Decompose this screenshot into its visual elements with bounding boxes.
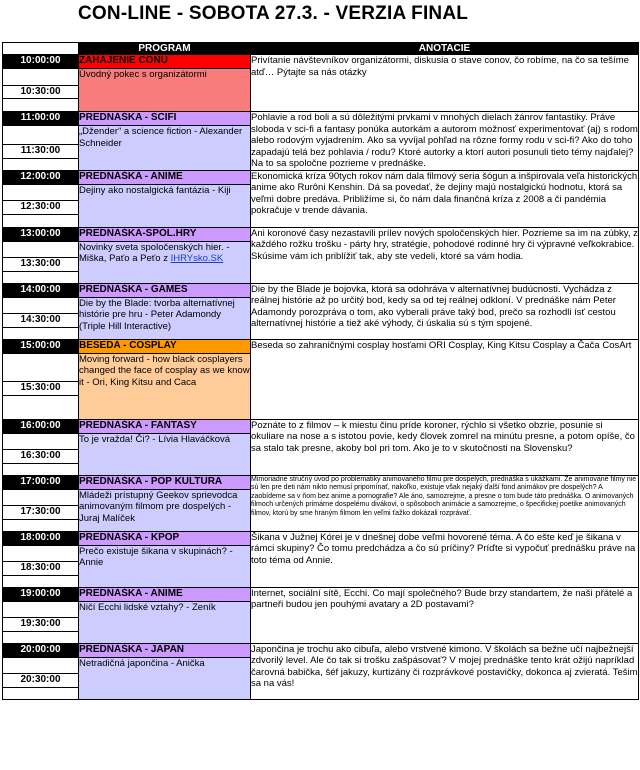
program-type: PREDNÁŠKA - JAPAN — [79, 643, 251, 657]
start-time: 11:00:00 — [3, 112, 79, 126]
end-time: 16:30:00 — [3, 450, 79, 464]
time-gap — [3, 214, 79, 227]
time-gap — [3, 271, 79, 283]
annotation-text: Ekonomická kríza 90tych rokov nám dala filmový seria šógun a inšpirovala veľa historických anime ako Rurôni Kenshin. Dá sa povedať, že dejiny majú nostalgickú hodnotu, ktorá sa veľmi dobre predáva. Približíme si, čo nám dala finančná kríza z 2008 a či pandémia pokračuje v trende dávania. — [251, 170, 639, 227]
time-gap — [3, 297, 79, 314]
end-time: 14:30:00 — [3, 314, 79, 328]
program-description — [79, 297, 251, 339]
time-gap — [3, 395, 79, 419]
end-time: 20:30:00 — [3, 674, 79, 688]
program-text: Die by the Blade: tvorba alternatívnej histórie pre hru - Peter Adamondy (Triple Hill Interactive) — [79, 297, 235, 332]
time-gap — [3, 184, 79, 201]
program-text: Netradičná japončina - Anička — [79, 657, 205, 669]
start-time: 19:00:00 — [3, 587, 79, 601]
time-gap — [3, 463, 79, 475]
end-time: 15:30:00 — [3, 382, 79, 395]
end-time: 10:30:00 — [3, 85, 79, 99]
program-type: PREDNÁŠKA - POP KULTURA — [79, 475, 251, 489]
time-gap — [3, 657, 79, 674]
program-description — [79, 545, 251, 587]
start-time: 13:00:00 — [3, 227, 79, 241]
end-time: 13:30:00 — [3, 258, 79, 272]
time-gap — [3, 519, 79, 531]
header-blank — [3, 43, 79, 55]
annotation-text: Poznáte to z filmov – k miestu činu príde koroner, rýchlo si všetko obzrie, posunie si okuliare na nose a s istotou povie, kedy človek zomrel na minútu presne, a potom opíše, čo sa stalo tak presne, akoby bol pri tom. Ako je to v skutočnosti na Slovensku? — [251, 419, 639, 475]
time-gap — [3, 601, 79, 618]
program-text: Dejiny ako nostalgická fantázia - Kiji — [79, 184, 231, 196]
time-gap — [3, 687, 79, 699]
time-gap — [3, 631, 79, 643]
program-type: PREDNÁŠKA - SCIFI — [79, 112, 251, 126]
program-description — [79, 433, 251, 475]
program-description — [79, 601, 251, 643]
time-gap — [3, 353, 79, 382]
schedule-slot — [3, 170, 639, 184]
program-description — [79, 69, 251, 112]
program-text: „Džender“ a science fiction - Alexander Schneider — [79, 126, 243, 149]
annotation-text: Japončina je trochu ako cibuľa, alebo vrstvené kimono. V školách sa bežne učí najbežnejší zdvorilý level. Ale čo tak si trošku zašpásovať? V mojej prednáške tento krát ožijú napríklad čarovná babička, šéf jakuzy, kurtizány či rozprávkové postavičky, dokonca aj zvieratá. Tešim sa na vás! — [251, 643, 639, 699]
end-time: 12:30:00 — [3, 201, 79, 215]
annotation-text: Šikana v Južnej Kórei je v dnešnej dobe veľmi hovorené téma. A čo ešte keď je šikana v rámci skupiny? Čo tomu predchádza a čo sú príčiny? Príďte si vypočuť prednášku práve na toto téma od Annie. — [251, 531, 639, 587]
program-text: Novinky sveta spoločenských hier. - Miška, Paťo a Peťo z — [79, 241, 230, 264]
program-description — [79, 241, 251, 283]
time-gap — [3, 69, 79, 86]
program-type: PREDNÁŠKA-SPOL.HRY — [79, 227, 251, 241]
end-time: 19:30:00 — [3, 618, 79, 632]
start-time: 16:00:00 — [3, 419, 79, 433]
program-description — [79, 184, 251, 227]
program-type: PREDNÁŠKA - ANIME — [79, 170, 251, 184]
program-description — [79, 353, 251, 419]
schedule-slot — [3, 531, 639, 545]
schedule-slot — [3, 112, 639, 126]
end-time: 11:30:00 — [3, 145, 79, 159]
annotation-text: Privítanie návštevníkov organizátormi, diskusia o stave conov, čo robíme, na čo sa tešíme atď… Pýtajte sa nás otázky — [251, 55, 639, 112]
start-time: 15:00:00 — [3, 339, 79, 353]
program-type: PREDNÁŠKA - FANTASY — [79, 419, 251, 433]
schedule-slot — [3, 643, 639, 657]
schedule-slot — [3, 227, 639, 241]
annotation-header: ANOTACIE — [251, 43, 639, 55]
time-gap — [3, 545, 79, 562]
program-text: To je vražda! Či? - Lívia Hlaváčková — [79, 433, 231, 445]
time-gap — [3, 327, 79, 339]
start-time: 14:00:00 — [3, 283, 79, 297]
start-time: 17:00:00 — [3, 475, 79, 489]
program-text: Úvodný pokec s organizátormi — [79, 69, 207, 80]
annotation-text: Die by the Blade je bojovka, ktorá sa odohráva v alternatívnej budúcnosti. Vychádza z reálnej histórie až po určitý bod, kedy sa od tej reálnej odkloní. V prednáške nám Peter Adamondy porozpráva o tom, ako vyberali práve taký bod, prečo sa rozhodli ísť cestou alternatívnej histórie a tiež aké výhody, či úskalia sú s tým spojené. — [251, 283, 639, 339]
program-text: Mládeži prístupný Geekov sprievodca animovaným filmom pre dospelých - Juraj Malíček — [79, 489, 238, 524]
schedule-slot — [3, 339, 639, 353]
start-time: 20:00:00 — [3, 643, 79, 657]
annotation-text: Internet, sociální sítě, Ecchi. Co mají společného? Bude brzy standartem, že naši přátelé a partneři budou jen pouhými avatary a 2D postavami? — [251, 587, 639, 643]
program-text: Moving forward - how black cosplayers changed the face of cosplay as we know it - Ori, King Kitsu and Caca — [79, 353, 250, 388]
annotation-text: Beseda so zahraničnými cosplay hosťami ORI Cosplay, King Kitsu Cosplay a Čača CosArt — [251, 339, 639, 419]
program-text: Prečo existuje šikana v skupinách? - Annie — [79, 545, 233, 568]
start-time: 10:00:00 — [3, 55, 79, 69]
end-time: 18:30:00 — [3, 562, 79, 576]
link-ihrysko[interactable]: IHRYsko.SK — [170, 253, 224, 264]
program-text: Ničí Ecchi lidské vztahy? - Zeník — [79, 601, 216, 613]
time-gap — [3, 99, 79, 112]
annotation-text: Mimoriadne stručný úvod po problematiky animovaného filmu pre dospelých, prednáška s ukážkami. Že animované filmy nie sú len pre deti nám nikto nemusí pripomínať, nakoľko, existuje však nejaký ďalší fond animákov pre dospelých? A zaobídeme sa v ňom bez anime a pornografie? Ale áno, samozrejme, a presne o tom bude táto prednáška. O animovaných filmoch určených primárne dospelému divákovi, o spôsoboch animácie a samozrejme, o špecifickej poetike animovaných filmov, ktorú by sme hraným filmom len veľmi ťažko dokázali rozprávať. — [251, 475, 639, 531]
schedule-slot — [3, 475, 639, 489]
program-description — [79, 657, 251, 699]
header-row — [3, 43, 639, 55]
end-time: 17:30:00 — [3, 506, 79, 520]
time-gap — [3, 126, 79, 145]
program-description — [79, 489, 251, 531]
schedule-table — [2, 42, 639, 700]
program-header: PROGRAM — [79, 43, 251, 55]
schedule-slot — [3, 587, 639, 601]
page-title: CON-LINE - SOBOTA 27.3. - VERZIA FINAL — [78, 3, 469, 24]
program-type: PREDNÁŠKA - KPOP — [79, 531, 251, 545]
schedule-slot — [3, 55, 639, 69]
schedule-slot — [3, 419, 639, 433]
annotation-text: Ani koronové časy nezastavili prílev nových spoločenských hier. Pozrieme sa im na zúbky, z každého rožku trošku - párty hry, stratégie, pohodové rodinné hry či výpravné veľkokrabice. Skúsime vám ich priblížiť tak, aby ste vedeli, ktoré sa vám hodia. — [251, 227, 639, 283]
time-gap — [3, 158, 79, 170]
schedule-slot — [3, 283, 639, 297]
program-type: ZAHÁJENIE CONU — [79, 55, 251, 69]
time-gap — [3, 433, 79, 450]
time-gap — [3, 241, 79, 258]
start-time: 12:00:00 — [3, 170, 79, 184]
program-description — [79, 126, 251, 171]
time-gap — [3, 489, 79, 506]
program-type: PREDNÁŠKA - ANIME — [79, 587, 251, 601]
program-type: PREDNÁŠKA - GAMES — [79, 283, 251, 297]
time-gap — [3, 575, 79, 587]
program-type: BESEDA - COSPLAY — [79, 339, 251, 353]
start-time: 18:00:00 — [3, 531, 79, 545]
annotation-text: Pohlavie a rod boli a sú dôležitými prvkami v mnohých dielach žánrov fantastiky. Práve sloboda v sci-fi a fantasy ponúka autorkám a autorom možnosť experimentovať (aj) s rodom alebo rodovým vyjadrením. Ako sa vyvíjal pohľad na rôzne formy rodu v sci-fi? Ako do toho zapadajú telá bez pohlavia / rodu? Ktoré autorky a ktorí autori posunuli tieto témy najďalej? Na to sa spoločne pozrieme v prednáške. — [251, 112, 638, 169]
